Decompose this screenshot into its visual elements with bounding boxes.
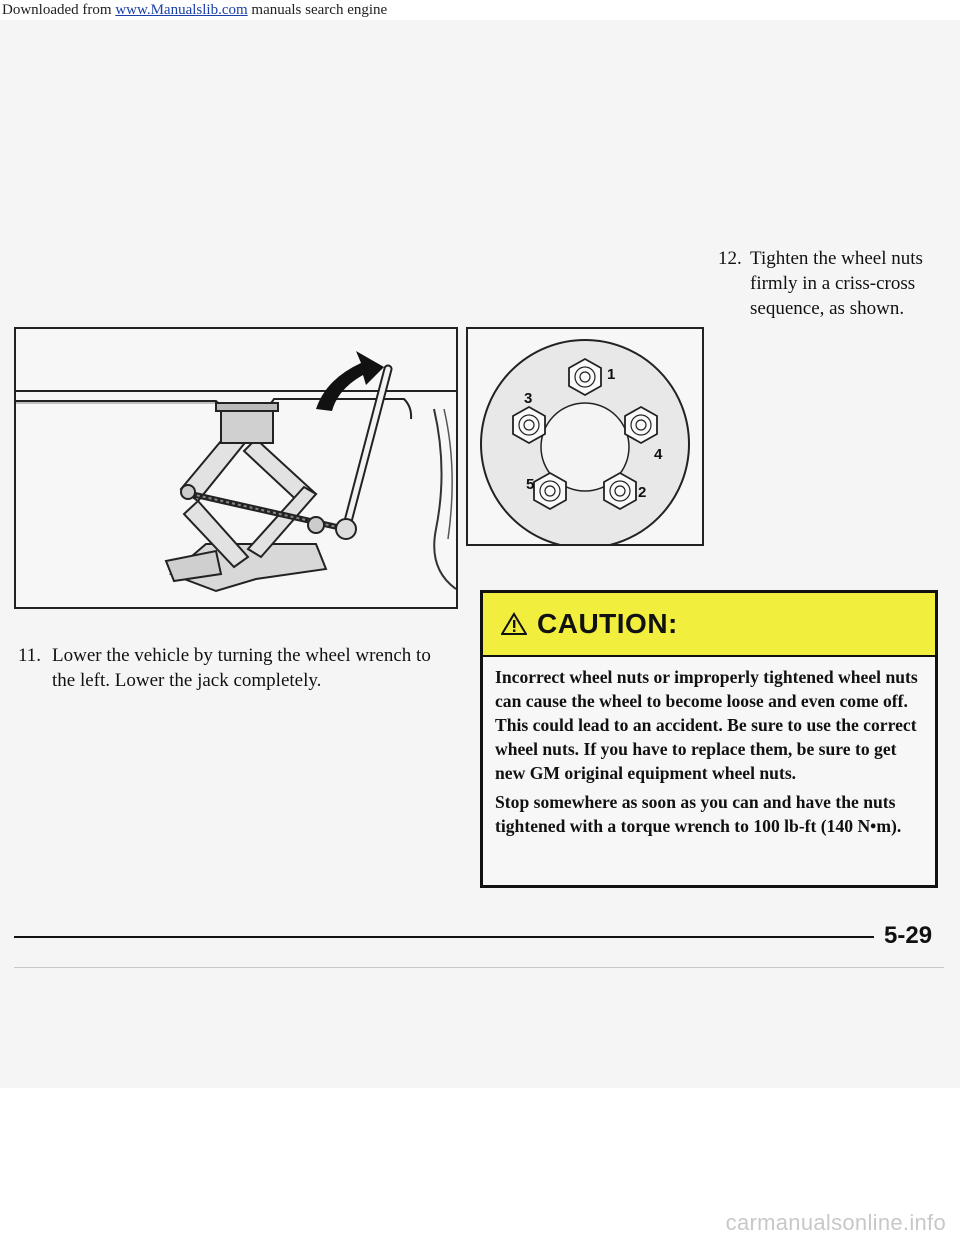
nut-label-4: 4 — [654, 446, 663, 463]
step-12-number: 12. — [718, 248, 742, 269]
manualslib-link[interactable]: www.Manualslib.com — [115, 2, 248, 18]
footer-rule — [14, 936, 874, 938]
caution-paragraph-1: Incorrect wheel nuts or improperly tightened wheel nuts can cause the wheel to become loose and even come off. This could lead to an accident. Be sure to use the correct wheel nuts. If you have to replace them, be sure to get new GM original equipment wheel nuts. — [495, 667, 918, 783]
caution-box — [480, 590, 938, 888]
faint-divider — [14, 967, 944, 968]
step-11-number: 11. — [18, 645, 42, 666]
page-number: 5-29 — [884, 922, 933, 949]
step-12 — [718, 246, 953, 321]
wheel-drawing — [468, 329, 702, 544]
wheel-nut-sequence-diagram — [466, 327, 704, 546]
jack-drawing — [16, 329, 456, 607]
nut-label-5: 5 — [526, 476, 535, 493]
watermark-suffix: manuals search engine — [247, 2, 388, 18]
download-watermark — [0, 0, 960, 20]
carmanualsonline-watermark: carmanualsonline.info — [725, 1210, 946, 1235]
step-11-text: Lower the vehicle by turning the wheel wrench to the left. Lower the jack completely. — [52, 645, 431, 691]
caution-header — [483, 593, 935, 657]
warning-triangle-icon — [501, 612, 527, 636]
nut-label-3: 3 — [524, 390, 533, 407]
jack-lowering-illustration — [14, 327, 458, 609]
watermark-prefix: Downloaded from — [2, 2, 116, 18]
caution-body — [483, 657, 935, 838]
step-12-text: Tighten the wheel nuts firmly in a criss-cross sequence, as shown. — [750, 248, 923, 319]
caution-title: CAUTION: — [537, 608, 678, 639]
caution-paragraph-2: Stop somewhere as soon as you can and have the nuts tightened with a torque wrench to 100 lb-ft (140 N•m). — [495, 792, 902, 836]
step-11 — [18, 643, 458, 693]
nut-label-1: 1 — [607, 366, 616, 383]
nut-label-2: 2 — [638, 484, 647, 501]
